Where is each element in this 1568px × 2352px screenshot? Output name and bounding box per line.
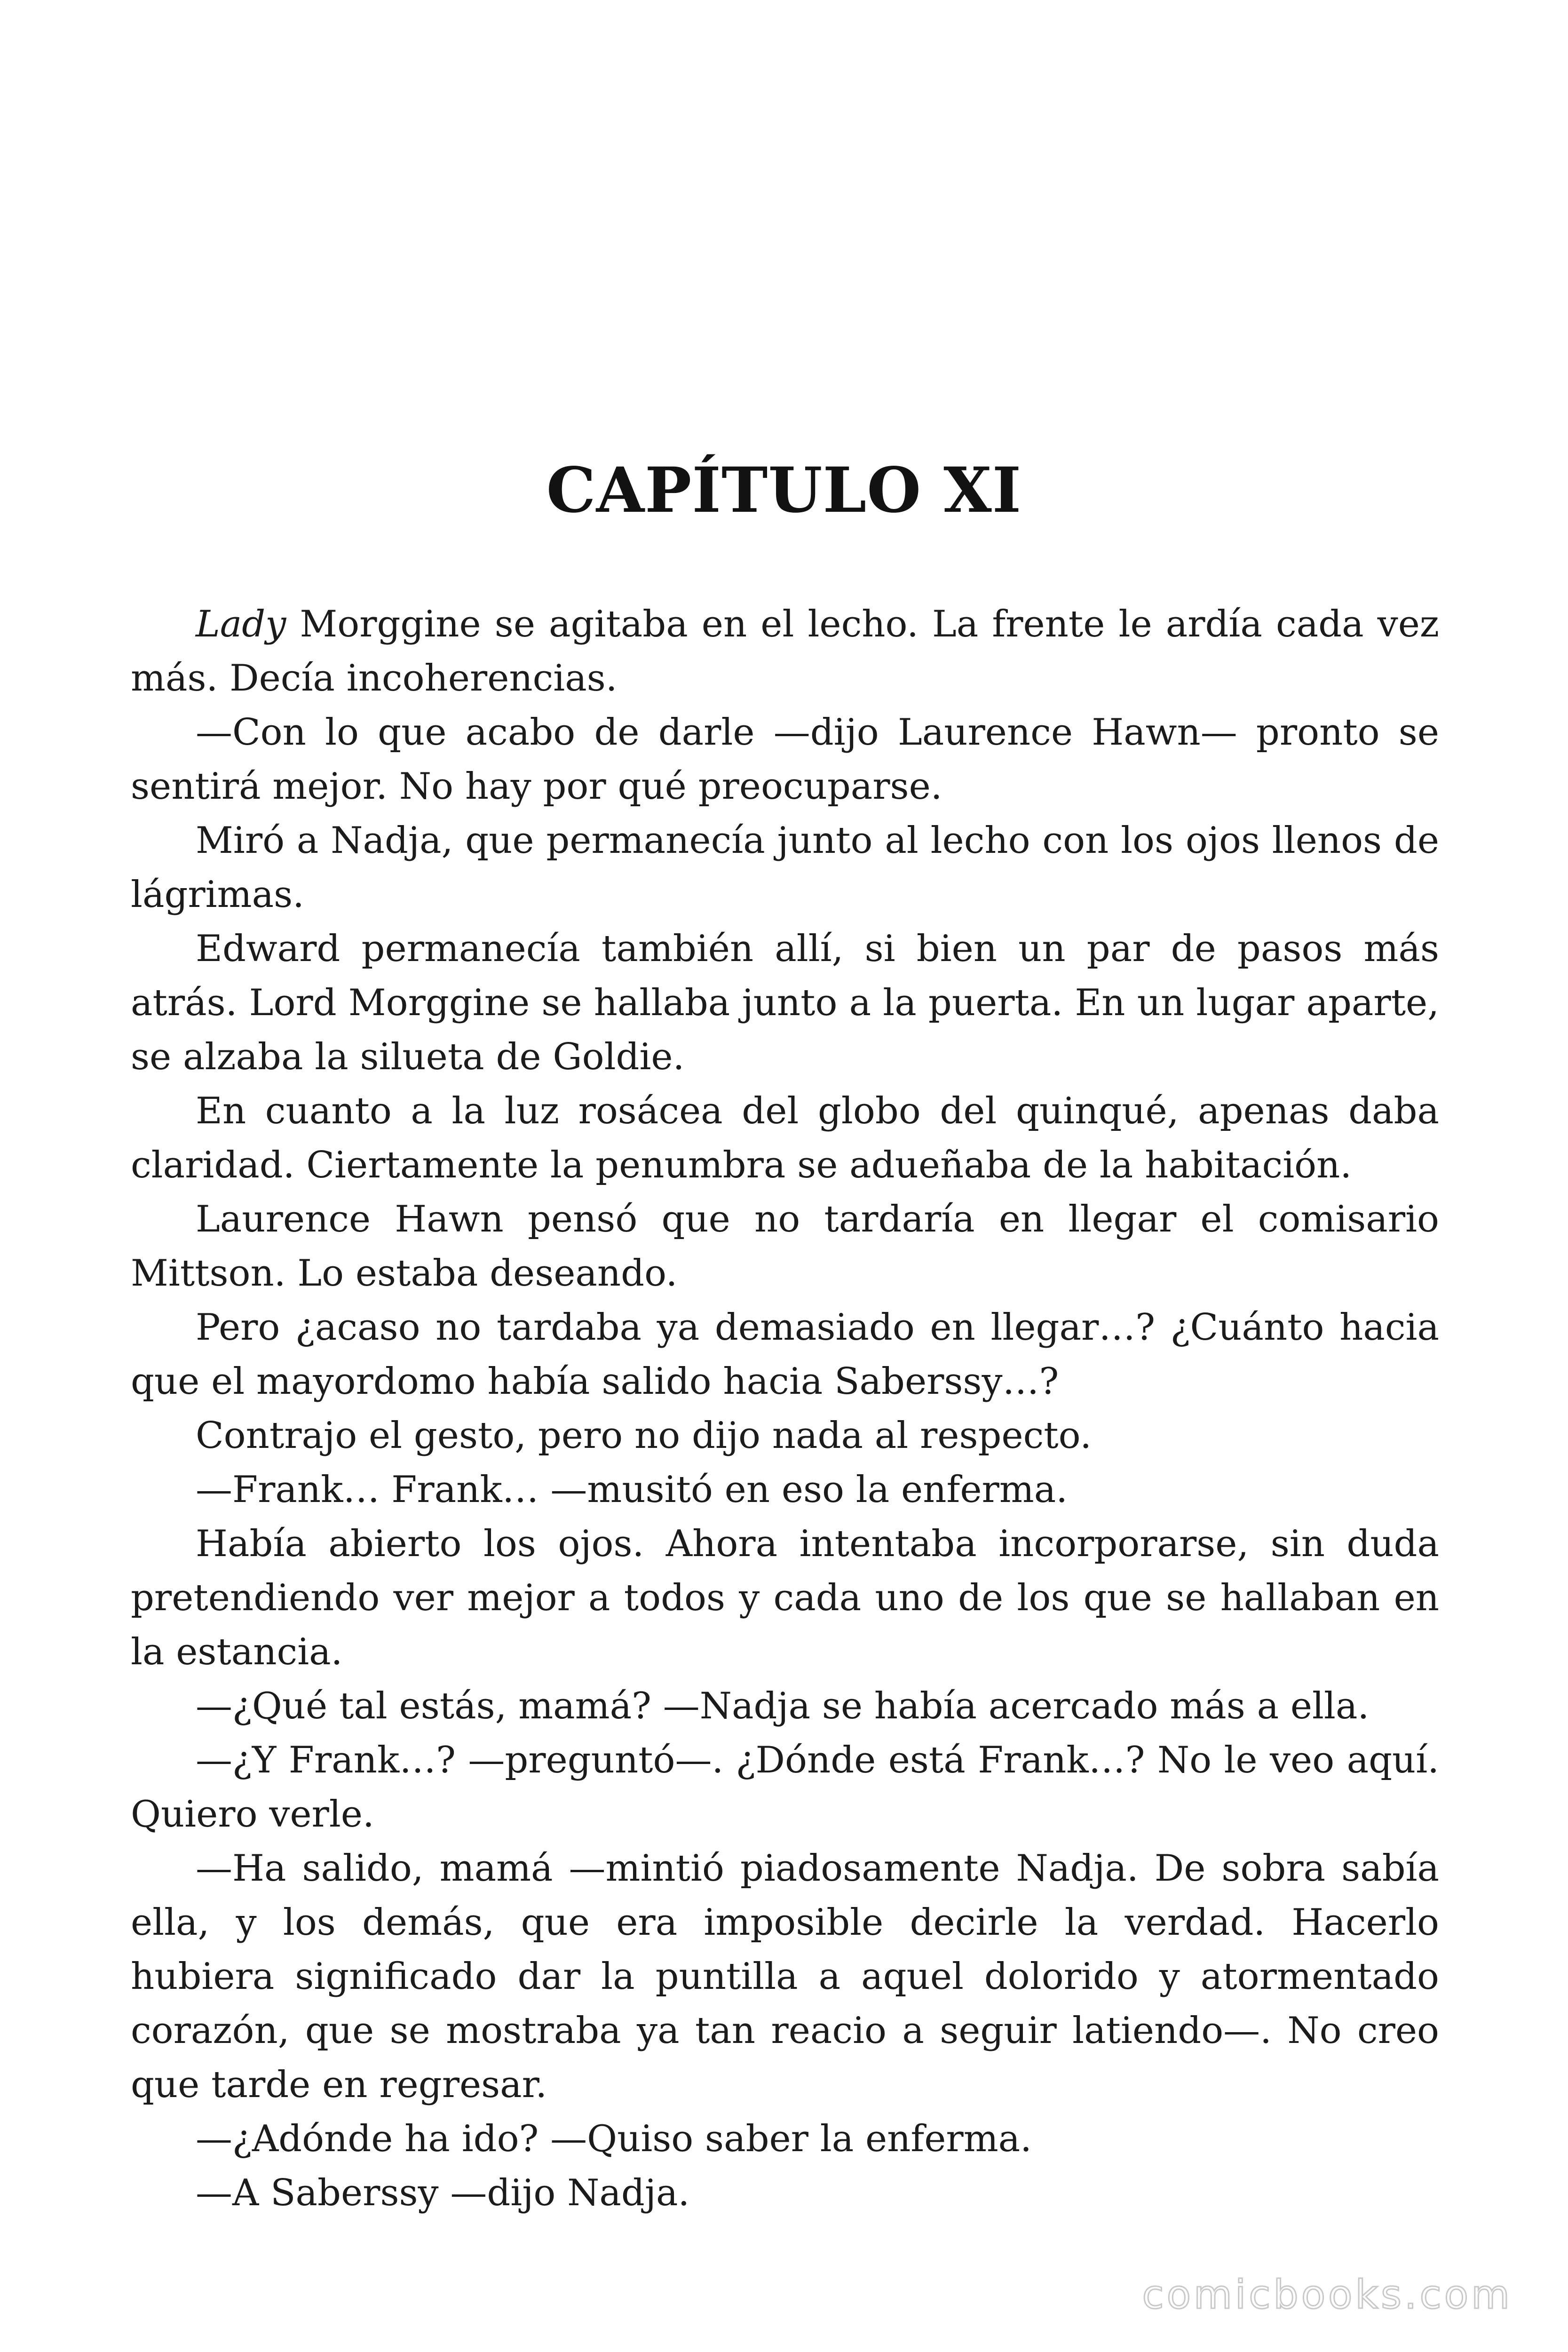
paragraph: Pero ¿acaso no tardaba ya demasiado en llegar…? ¿Cuánto hacia que el mayordomo había salido hacia Saberssy…? [131,1306,1439,1403]
paragraph: —¿Qué tal estás, mamá? —Nadja se había acercado más a ella. [196,1685,1370,1727]
paragraph: —¿Y Frank…? —preguntó—. ¿Dónde está Frank…? No le veo aquí. Quiero verle. [131,1739,1439,1836]
paragraph: Contrajo el gesto, pero no dijo nada al respecto. [196,1414,1092,1457]
paragraph: —A Saberssy —dijo Nadja. [196,2172,690,2214]
watermark: comicbooks.com [1142,2272,1513,2318]
paragraph: Había abierto los ojos. Ahora intentaba incorporarse, sin duda pretendiendo ver mejor a todos y cada uno de los que se hallaban en la estancia. [131,1523,1439,1673]
paragraph: Edward permanecía también allí, si bien un par de pasos más atrás. Lord Morggine se hallaba junto a la puerta. En un lugar aparte, se alzaba la silueta de Goldie. [131,928,1439,1078]
paragraph: —¿Adónde ha ido? —Quiso saber la enferma. [196,2118,1032,2160]
paragraph-text: Morggine se agitaba en el lecho. La frente le ardía cada vez más. Decía incoherencias. [131,603,1439,699]
chapter-body [131,597,1439,2220]
paragraph: —Frank… Frank… —musitó en eso la enferma. [196,1469,1068,1511]
italic-word: Lady [196,603,286,645]
paragraph: Laurence Hawn pensó que no tardaría en llegar el comisario Mittson. Lo estaba deseando. [131,1198,1439,1295]
paragraph: —Ha salido, mamá —mintió piadosamente Nadja. De sobra sabía ella, y los demás, que era imposible decirle la verdad. Hacerlo hubiera significado dar la puntilla a aquel dolorido y atormentado corazón, que se mostraba ya tan reacio a seguir latiendo—. No creo que tarde en regresar. [131,1847,1439,2106]
chapter-title: CAPÍTULO XI [546,454,1022,527]
paragraph: —Con lo que acabo de darle —dijo Laurence Hawn— pronto se sentirá mejor. No hay por qué preocuparse. [131,711,1439,808]
paragraph [131,597,1439,706]
paragraph: Miró a Nadja, que permanecía junto al lecho con los ojos llenos de lágrimas. [131,819,1439,916]
paragraph: En cuanto a la luz rosácea del globo del quinqué, apenas daba claridad. Ciertamente la penumbra se adueñaba de la habitación. [131,1090,1439,1186]
